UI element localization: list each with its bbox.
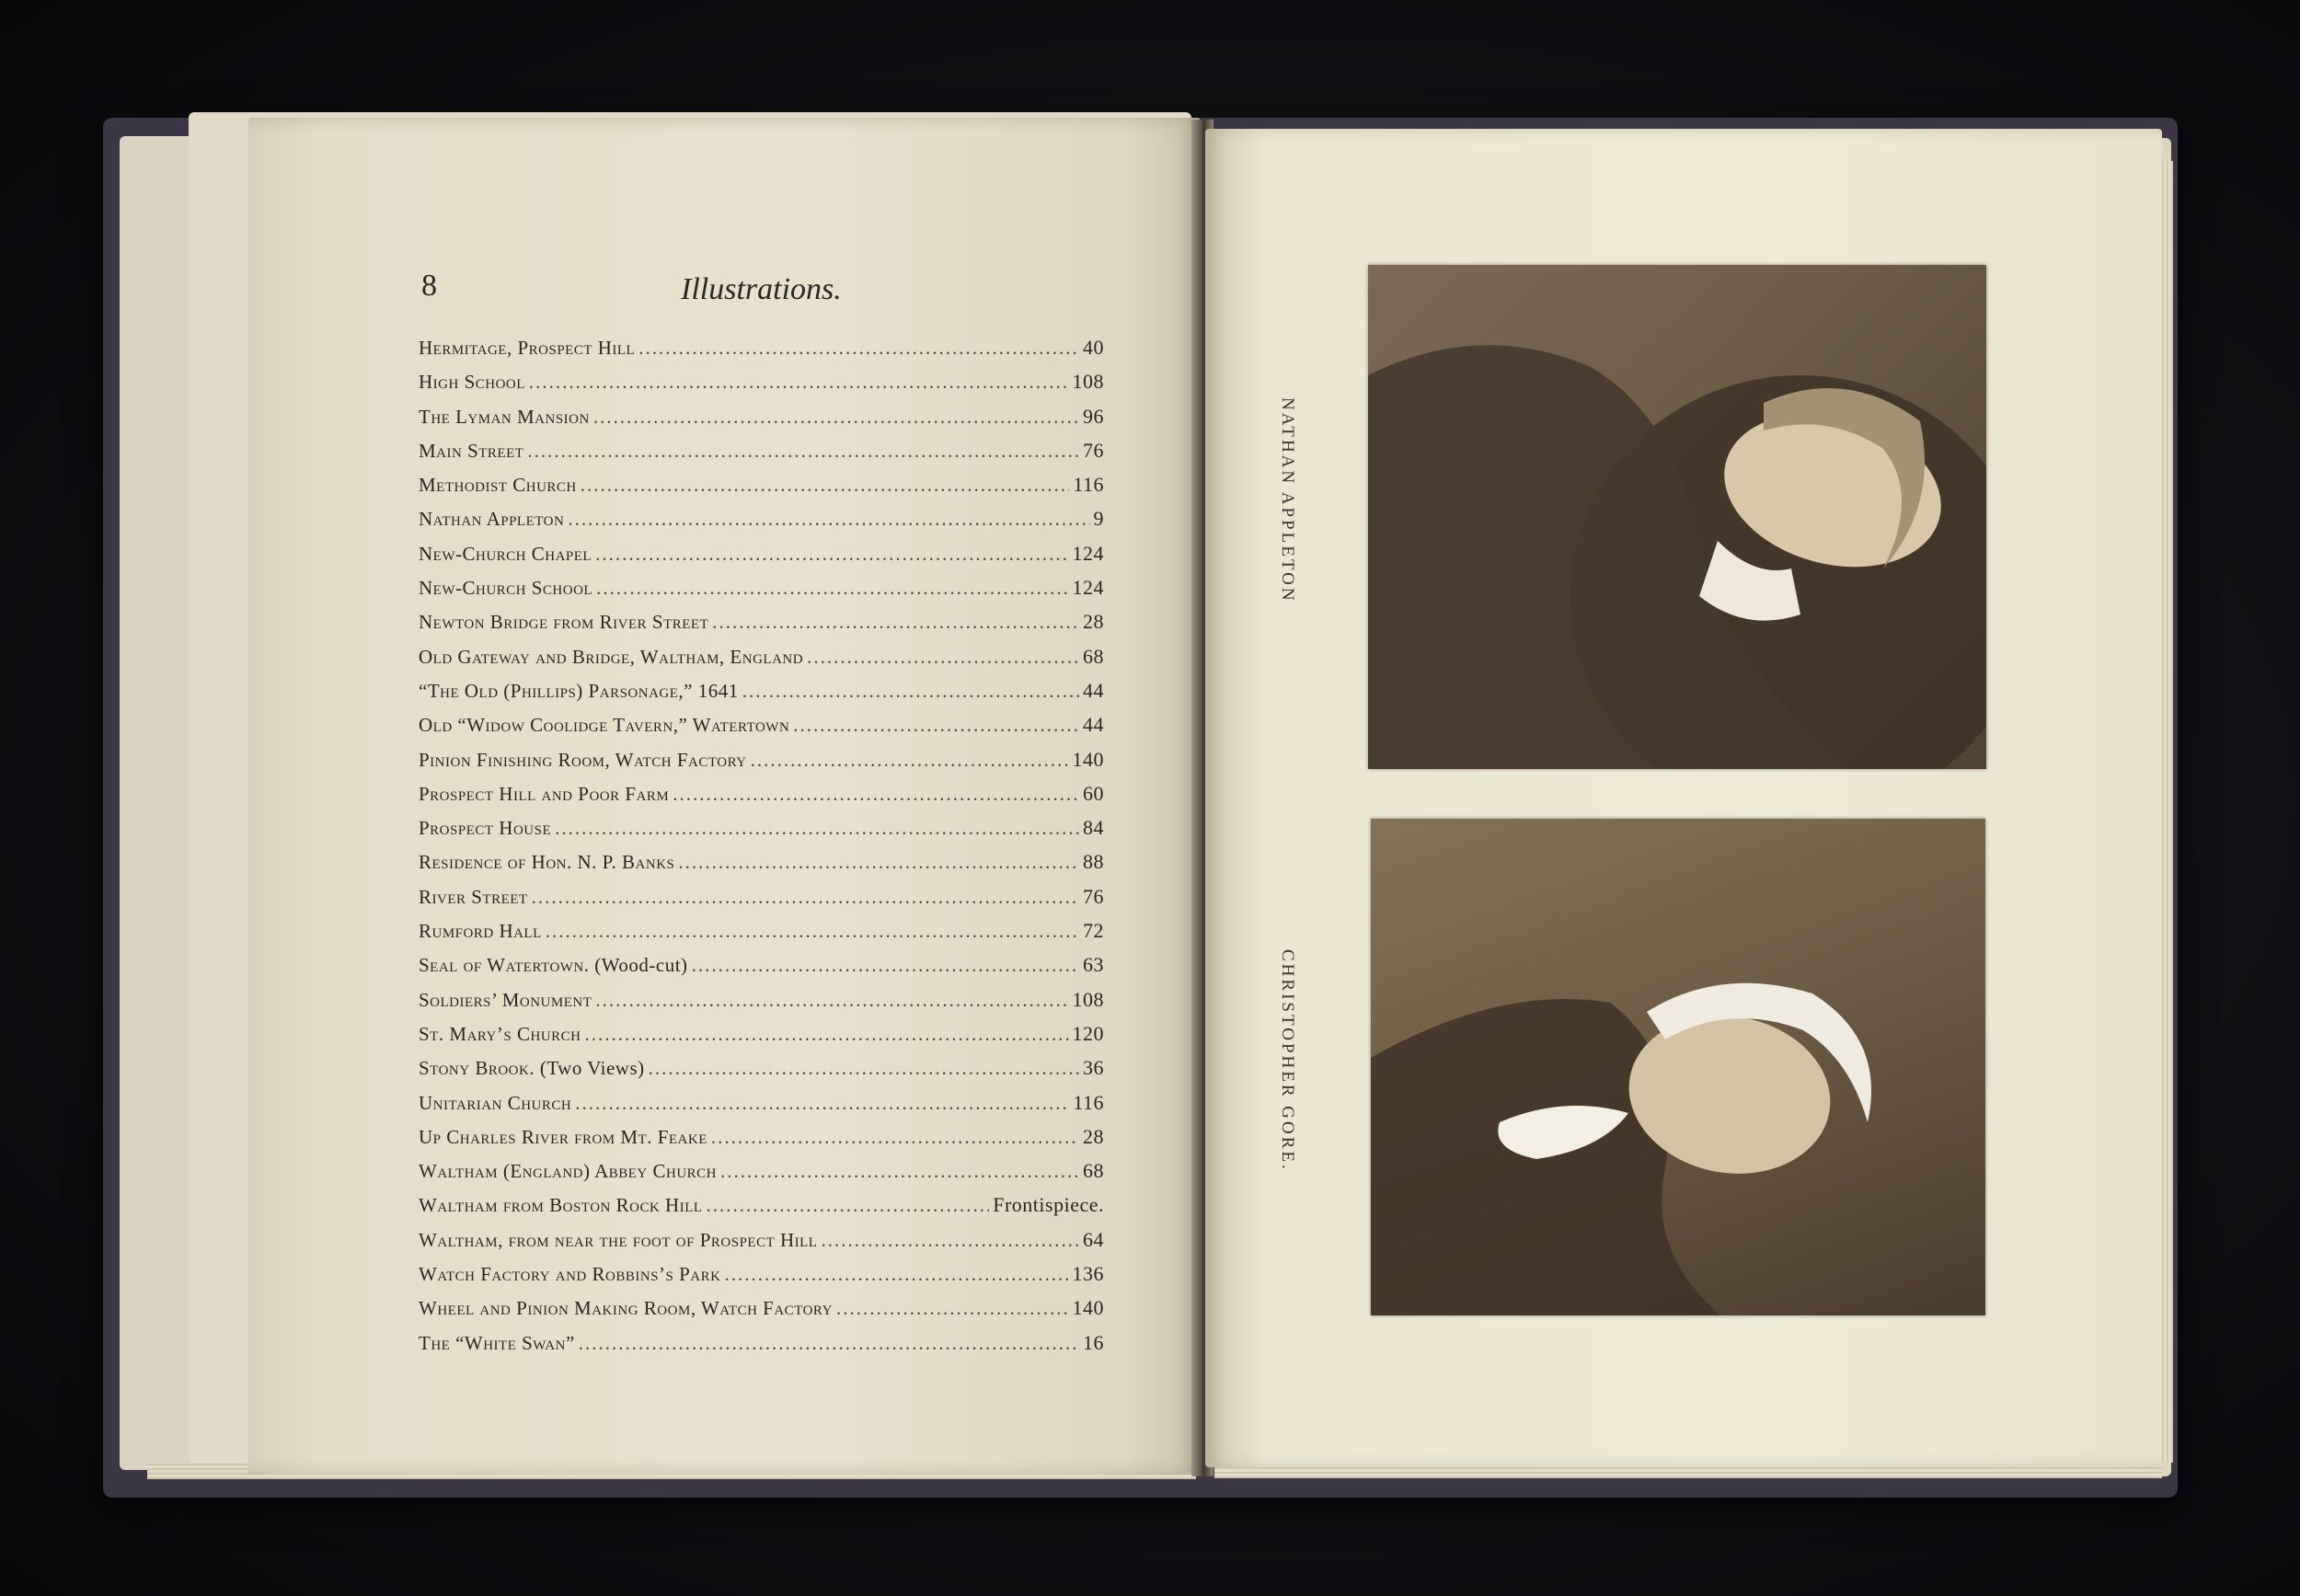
illustration-entry	[419, 439, 1104, 473]
illustration-title: Up Charles River from Mt. Feake	[419, 1125, 707, 1148]
illustration-title: New-Church School	[419, 577, 593, 600]
illustration-page-number: 72	[1083, 919, 1104, 943]
dot-leader	[555, 817, 1079, 840]
illustration-page-number: 88	[1083, 850, 1104, 874]
dot-leader	[711, 1126, 1079, 1149]
illustration-entry	[419, 1296, 1104, 1330]
illustration-title: Watch Factory and Robbins’s Park	[419, 1263, 721, 1286]
illustration-entry	[419, 1228, 1104, 1262]
illustration-title: Wheel and Pinion Making Room, Watch Factory	[419, 1297, 833, 1320]
illustration-page-number: 108	[1072, 370, 1104, 394]
illustration-entry	[419, 576, 1104, 610]
illustration-entry	[419, 1022, 1104, 1056]
illustration-page-number: 84	[1083, 816, 1104, 840]
illustration-entry	[419, 850, 1104, 884]
dot-leader	[678, 851, 1079, 874]
illustration-page-number: 68	[1083, 1159, 1104, 1183]
illustration-title: New-Church Chapel	[419, 542, 592, 565]
illustration-page-number: Frontispiece.	[993, 1193, 1104, 1217]
illustration-entry	[419, 782, 1104, 816]
illustration-title: River Street	[419, 885, 528, 908]
illustration-page-number: 28	[1083, 1124, 1104, 1148]
illustration-entry	[419, 885, 1104, 919]
dot-leader	[720, 1160, 1079, 1183]
dot-leader	[595, 543, 1068, 566]
portrait-christopher-gore	[1371, 819, 1985, 1315]
dot-leader	[707, 1194, 990, 1217]
dot-leader	[836, 1297, 1069, 1320]
dot-leader	[649, 1057, 1079, 1080]
illustration-page-number: 28	[1083, 610, 1104, 634]
running-head: Illustrations.	[681, 272, 842, 306]
illustration-title: Prospect House	[419, 817, 552, 840]
illustration-note: (Two Views)	[539, 1057, 645, 1080]
illustration-entry	[419, 542, 1104, 576]
illustration-page-number: 63	[1083, 953, 1104, 977]
dot-leader	[751, 749, 1069, 772]
illustration-page-number: 76	[1083, 438, 1104, 462]
illustration-title: Newton Bridge from River Street	[419, 611, 709, 634]
illustration-page-number: 140	[1072, 1296, 1104, 1320]
dot-leader	[638, 337, 1079, 360]
dot-leader	[692, 954, 1079, 977]
illustration-page-number: 140	[1072, 747, 1104, 771]
illustration-page-number: 124	[1072, 541, 1104, 565]
illustration-entry	[419, 473, 1104, 507]
illustration-page-number: 9	[1093, 507, 1104, 531]
dot-leader	[742, 680, 1079, 703]
illustration-title: “The Old (Phillips) Parsonage,” 1641	[419, 679, 739, 702]
illustration-entry	[419, 1193, 1104, 1227]
dot-leader	[579, 1332, 1079, 1355]
illustration-page-number: 64	[1083, 1227, 1104, 1251]
illustration-page-number: 136	[1072, 1262, 1104, 1286]
illustration-entry	[419, 1056, 1104, 1090]
dot-leader	[595, 989, 1068, 1012]
dot-leader	[546, 920, 1079, 943]
illustration-entry	[419, 507, 1104, 541]
illustration-title: Soldiers’ Monument	[419, 988, 592, 1011]
illustration-page-number: 116	[1073, 1090, 1104, 1114]
dot-leader	[529, 371, 1069, 394]
dot-leader	[724, 1263, 1068, 1286]
dot-leader	[821, 1229, 1079, 1252]
illustration-title: High School	[419, 371, 525, 394]
illustration-title: Methodist Church	[419, 474, 577, 497]
illustration-title: Pinion Finishing Room, Watch Factory	[419, 748, 747, 771]
plate-caption-top: NATHAN APPLETON	[1278, 397, 1297, 603]
illustration-page-number: 40	[1083, 336, 1104, 359]
illustration-page-number: 44	[1083, 713, 1104, 737]
dot-leader	[593, 406, 1079, 429]
illustration-entry	[419, 816, 1104, 850]
illustration-entry	[419, 370, 1104, 404]
illustration-entry	[419, 988, 1104, 1022]
illustration-entry	[419, 1262, 1104, 1296]
illustrations-list	[419, 336, 1104, 1365]
illustration-note: (Wood-cut)	[594, 954, 688, 977]
portrait-nathan-appleton	[1368, 265, 1986, 769]
illustration-page-number: 68	[1083, 644, 1104, 668]
dot-leader	[712, 611, 1079, 634]
illustration-title: Prospect Hill and Poor Farm	[419, 782, 670, 805]
illustration-title: Rumford Hall	[419, 920, 542, 943]
illustration-title: Residence of Hon. N. P. Banks	[419, 851, 675, 874]
dot-leader	[527, 440, 1079, 463]
page-number: 8	[421, 269, 437, 303]
dot-leader	[793, 714, 1079, 737]
illustration-title: Old “Widow Coolidge Tavern,” Watertown	[419, 714, 790, 737]
plate-caption-bottom: CHRISTOPHER GORE.	[1278, 949, 1297, 1172]
illustration-title: The Lyman Mansion	[419, 405, 590, 428]
illustration-title: Unitarian Church	[419, 1091, 572, 1114]
illustration-title: The “White Swan”	[419, 1331, 575, 1354]
illustration-entry	[419, 713, 1104, 747]
illustration-title: Nathan Appleton	[419, 508, 565, 531]
dot-leader	[807, 646, 1079, 669]
illustration-entry	[419, 645, 1104, 679]
illustration-entry	[419, 1159, 1104, 1193]
illustration-entry	[419, 919, 1104, 953]
illustration-entry	[419, 953, 1104, 987]
dot-leader	[596, 577, 1068, 600]
illustration-title: Stony Brook. (Two Views)	[419, 1057, 645, 1080]
illustration-entry	[419, 1091, 1104, 1125]
illustration-page-number: 60	[1083, 781, 1104, 805]
dot-leader	[673, 783, 1079, 806]
illustration-title: Hermitage, Prospect Hill	[419, 337, 636, 359]
illustration-page-number: 44	[1083, 678, 1104, 702]
dot-leader	[575, 1092, 1069, 1115]
illustration-entry	[419, 336, 1104, 370]
dot-leader	[532, 886, 1079, 909]
illustration-page-number: 108	[1072, 987, 1104, 1011]
illustration-entry	[419, 1331, 1104, 1365]
illustration-title: Main Street	[419, 439, 524, 462]
illustration-page-number: 124	[1072, 576, 1104, 600]
illustration-title: Waltham, from near the foot of Prospect Hill	[419, 1228, 818, 1251]
illustration-page-number: 16	[1083, 1330, 1104, 1354]
illustration-title: Waltham from Boston Rock Hill	[419, 1194, 703, 1217]
illustration-entry	[419, 1125, 1104, 1159]
dot-leader	[568, 508, 1089, 531]
illustration-title: Waltham (England) Abbey Church	[419, 1160, 718, 1183]
illustration-entry	[419, 405, 1104, 439]
illustration-page-number: 120	[1072, 1021, 1104, 1045]
illustration-entry	[419, 610, 1104, 644]
illustration-title: Old Gateway and Bridge, Waltham, England	[419, 645, 804, 668]
illustration-page-number: 96	[1083, 404, 1104, 428]
illustration-entry	[419, 679, 1104, 713]
dot-leader	[581, 474, 1070, 497]
illustration-page-number: 116	[1073, 473, 1104, 497]
dot-leader	[584, 1023, 1068, 1046]
illustration-page-number: 76	[1083, 884, 1104, 908]
illustration-title: St. Mary’s Church	[419, 1022, 581, 1045]
illustration-page-number: 36	[1083, 1056, 1104, 1080]
illustration-title: Seal of Watertown. (Wood-cut)	[419, 954, 688, 977]
illustration-entry	[419, 748, 1104, 782]
